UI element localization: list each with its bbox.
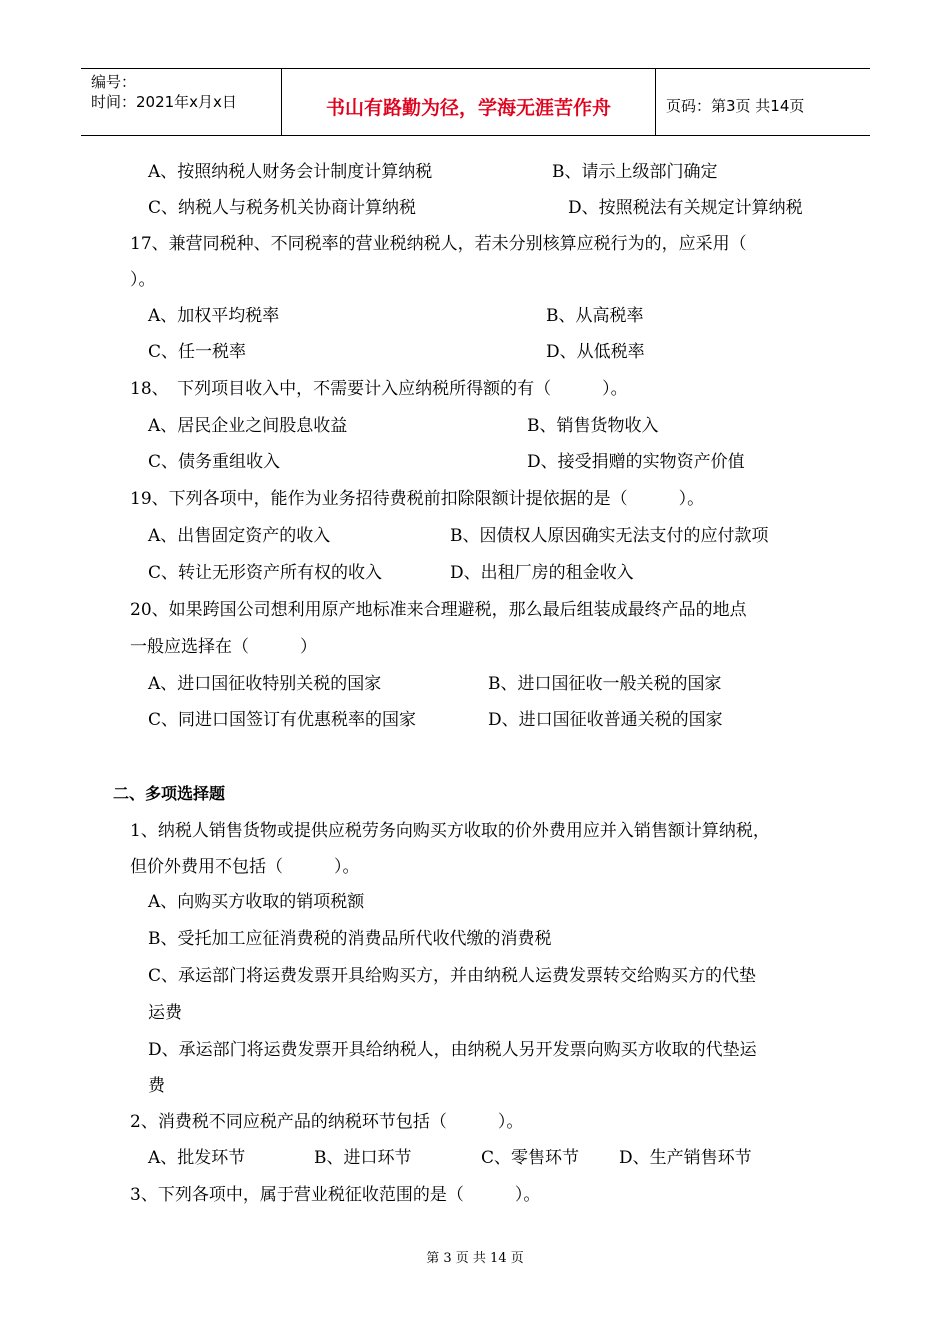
page-header	[81, 68, 870, 136]
text-line: ）。	[130, 270, 156, 290]
header-motto-cell	[282, 69, 656, 135]
text-line: 2、消费税不同应税产品的纳税环节包括（ ）。	[130, 1112, 524, 1132]
text-line: C、承运部门将运费发票开具给购买方，并由纳税人运费发票转交给购买方的代垫	[148, 966, 757, 986]
text-line: B、从高税率	[546, 306, 644, 326]
text-line: C、同进口国签订有优惠税率的国家	[148, 710, 417, 730]
text-line: D、承运部门将运费发票开具给纳税人，由纳税人另开发票向购买方收取的代垫运	[148, 1040, 757, 1060]
text-line: B、受托加工应征消费税的消费品所代收代缴的消费税	[148, 929, 552, 949]
text-line: 运费	[148, 1003, 182, 1023]
text-line: 17、兼营同税种、不同税率的营业税纳税人，若未分别核算应税行为的，应采用（	[130, 234, 747, 254]
document-number-label: 编号：	[91, 73, 137, 91]
text-line: 20、如果跨国公司想利用原产地标准来合理避税，那么最后组装成最终产品的地点	[130, 600, 747, 620]
header-page-number: 页码：第3页 共14页	[666, 97, 805, 115]
header-page-cell	[656, 69, 870, 135]
text-line: B、进口国征收一般关税的国家	[488, 674, 722, 694]
document-date-label: 时间：2021年x月x日	[91, 93, 237, 111]
text-line: B、销售货物收入	[527, 416, 659, 436]
text-line: C、纳税人与税务机关协商计算纳税	[148, 198, 417, 218]
text-line: D、接受捐赠的实物资产价值	[527, 452, 745, 472]
text-line: A、出售固定资产的收入	[148, 526, 331, 546]
header-left-cell	[81, 69, 282, 135]
text-line: D、按照税法有关规定计算纳税	[568, 198, 803, 218]
text-line: A、加权平均税率	[148, 306, 280, 326]
text-line: 19、下列各项中，能作为业务招待费税前扣除限额计提依据的是（ ）。	[130, 489, 705, 509]
section-heading: 二、多项选择题	[113, 784, 226, 803]
text-line: C、债务重组收入	[148, 452, 281, 472]
text-line: 3、下列各项中，属于营业税征收范围的是（ ）。	[130, 1185, 541, 1205]
text-line: B、进口环节	[314, 1148, 412, 1168]
text-line: A、按照纳税人财务会计制度计算纳税	[148, 162, 433, 182]
text-line: D、从低税率	[546, 342, 645, 362]
text-line: C、零售环节	[481, 1148, 580, 1168]
text-line: 一般应选择在（ ）	[130, 637, 317, 657]
text-line: C、任一税率	[148, 342, 247, 362]
text-line: B、因债权人原因确实无法支付的应付款项	[450, 526, 769, 546]
text-line: A、居民企业之间股息收益	[148, 416, 348, 436]
text-line: D、出租厂房的租金收入	[450, 563, 634, 583]
text-line: 费	[148, 1076, 165, 1096]
header-motto: 书山有路勤为径，学海无涯苦作舟	[325, 97, 611, 119]
text-line: D、生产销售环节	[619, 1148, 752, 1168]
text-line: D、进口国征收普通关税的国家	[488, 710, 723, 730]
text-line: A、进口国征收特别关税的国家	[148, 674, 382, 694]
text-line: 1、纳税人销售货物或提供应税劳务向购买方收取的价外费用应并入销售额计算纳税，	[130, 821, 770, 841]
text-line: C、转让无形资产所有权的收入	[148, 563, 383, 583]
text-line: B、请示上级部门确定	[552, 162, 718, 182]
text-line: A、向购买方收取的销项税额	[148, 892, 365, 912]
text-line: A、批发环节	[148, 1148, 246, 1168]
text-line: 18、 下列项目收入中，不需要计入应纳税所得额的有（ ）。	[130, 379, 628, 399]
page-footer: 第 3 页 共 14 页	[426, 1251, 524, 1266]
text-line: 但价外费用不包括（ ）。	[130, 857, 360, 877]
